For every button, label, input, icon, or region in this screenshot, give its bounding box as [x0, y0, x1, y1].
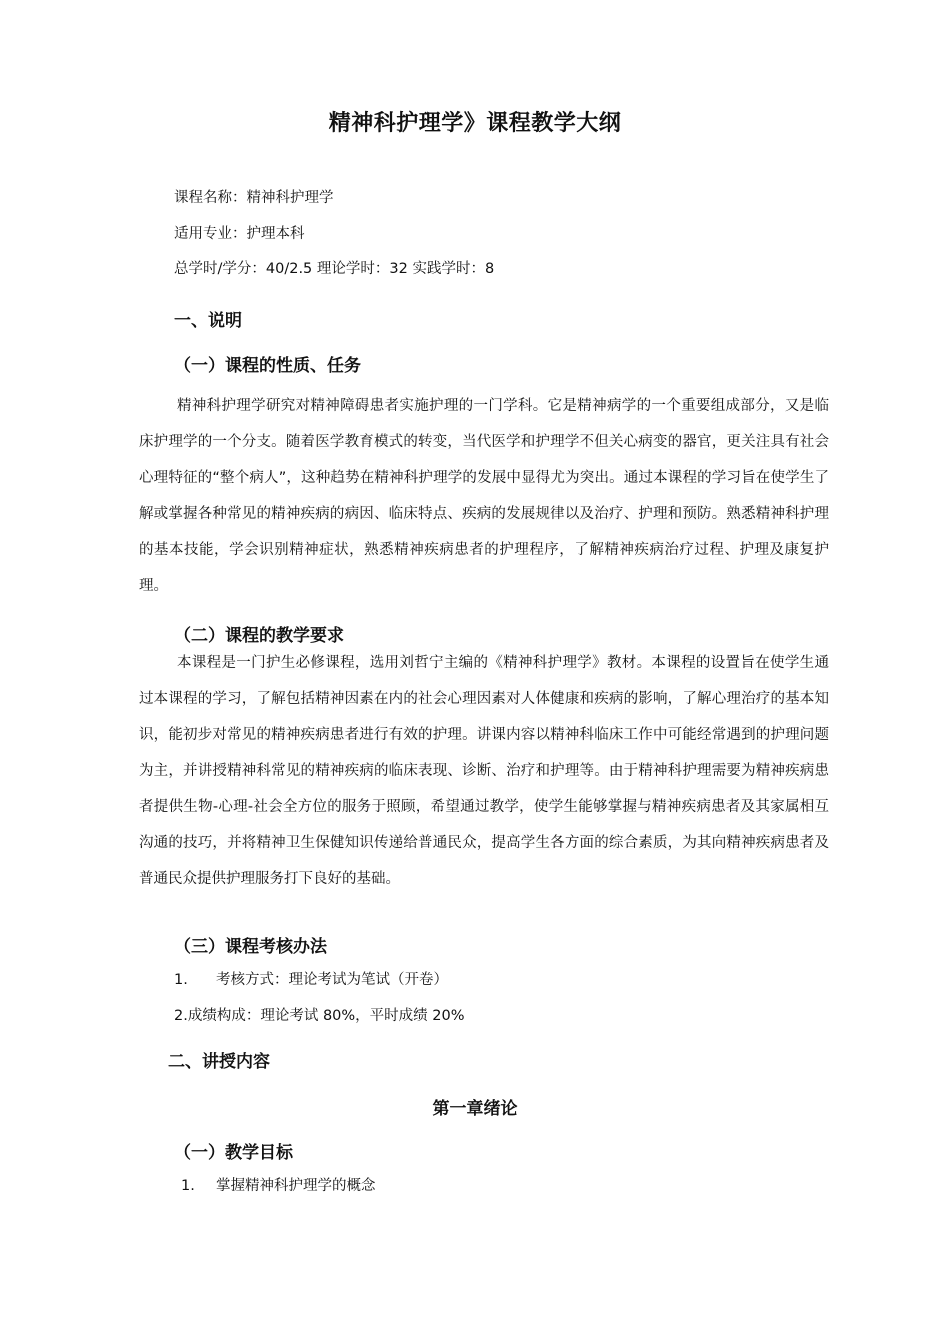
subsection-heading-goals: （一）教学目标: [174, 1143, 293, 1163]
course-hours: 总学时/学分：40/2.5 理论学时：32 实践学时：8: [174, 261, 495, 277]
list-item-text: 考核方式：理论考试为笔试（开卷）: [216, 972, 448, 988]
subsection-heading-assessment: （三）课程考核办法: [174, 937, 327, 957]
list-item-text: 掌握精神科护理学的概念: [216, 1178, 376, 1194]
list-number: 1.: [181, 1178, 195, 1194]
section-heading-content: 二、讲授内容: [168, 1052, 270, 1072]
document-title: 精神科护理学》课程教学大纲: [328, 111, 622, 136]
assessment-item-1: [174, 970, 448, 990]
assessment-item-2: 2.成绩构成：理论考试 80%，平时成绩 20%: [174, 1008, 465, 1024]
subsection-heading-requirements: （二）课程的教学要求: [174, 626, 344, 646]
list-number: 1.: [174, 972, 188, 988]
paragraph-requirements: 本课程是一门护生必修课程，选用刘哲宁主编的《精神科护理学》教材。本课程的设置旨在使学生通过本课程的学习，了解包括精神因素在内的社会心理因素对人体健康和疾病的影响，了解心理治疗的基本知识，能初步对常见的精神疾病患者进行有效的护理。讲课内容以精神科临床工作中可能经常遇到的护理问题为主，并讲授精神科常见的精神疾病的临床表现、诊断、治疗和护理等。由于精神科护理需要为精神疾病患者提供生物-心理-社会全方位的服务于照顾，希望通过教学，使学生能够掌握与精神疾病患者及其家属相互沟通的技巧，并将精神卫生保健知识传递给普通民众，提高学生各方面的综合素质，为其向精神疾病患者及普通民众提供护理服务打下良好的基础。: [139, 655, 829, 887]
course-major: 适用专业：护理本科: [174, 226, 305, 242]
paragraph-nature: 精神科护理学研究对精神障碍患者实施护理的一门学科。它是精神病学的一个重要组成部分，又是临床护理学的一个分支。随着医学教育模式的转变，当代医学和护理学不但关心病变的器官，更关注具有社会心理特征的“整个病人”，这种趋势在精神科护理学的发展中显得尤为突出。通过本课程的学习旨在使学生了解或掌握各种常见的精神疾病的病因、临床特点、疾病的发展规律以及治疗、护理和预防。熟悉精神科护理的基本技能，学会识别精神症状，熟悉精神疾病患者的护理程序，了解精神疾病治疗过程、护理及康复护理。: [139, 398, 829, 594]
course-name: 课程名称：精神科护理学: [174, 190, 334, 206]
chapter-heading: 第一章绪论: [432, 1099, 518, 1119]
section-heading-explanation: 一、说明: [174, 311, 242, 331]
subsection-heading-nature: （一）课程的性质、任务: [174, 356, 361, 376]
goal-item-1: [181, 1176, 376, 1196]
